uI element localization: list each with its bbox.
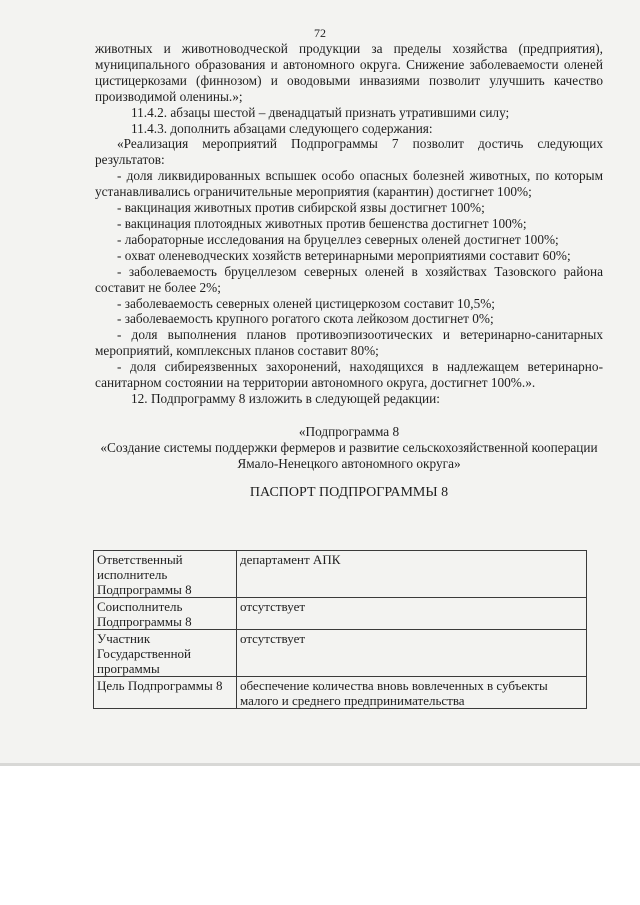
result-list-item: - доля сибиреязвенных захоронений, находящихся в надлежащем ветеринарно-санитарном состоянии на территории автономного округа, достигнет 100%.». xyxy=(95,359,603,391)
passport-value: отсутствует xyxy=(237,630,587,677)
passport-title: ПАСПОРТ ПОДПРОГРАММЫ 8 xyxy=(249,484,449,500)
paragraph-item-11-4-2: 11.4.2. абзацы шестой – двенадцатый признать утратившими силу; xyxy=(131,104,510,120)
table-row xyxy=(94,598,587,630)
table-row xyxy=(94,677,587,709)
paragraph-intro: животных и животноводческой продукции за пределы хозяйства (предприятия), муниципального образования и автономного округа. Снижение заболеваемости оленей цистицеркозами (финнозом) и оводовыми инвазиями позволит улучшить качество производимой оленины.»; xyxy=(95,41,603,104)
table-row xyxy=(94,551,587,598)
result-list-item: - лабораторные исследования на бруцеллез северных оленей достигнет 100%; xyxy=(117,231,559,247)
passport-table xyxy=(93,550,587,709)
paragraph-item-12: 12. Подпрограмму 8 изложить в следующей редакции: xyxy=(131,390,440,406)
result-list-item: - заболеваемость крупного рогатого скота лейкозом достигнет 0%; xyxy=(117,311,494,327)
result-list-item: - вакцинация животных против сибирской язвы достигнет 100%; xyxy=(117,200,485,216)
result-list-item: - заболеваемость северных оленей цистицеркозом составит 10,5%; xyxy=(117,295,495,311)
result-list-item: - вакцинация плотоядных животных против бешенства достигнет 100%; xyxy=(117,215,527,231)
passport-value: обеспечение количества вновь вовлеченных в субъекты малого и среднего предпринимательства xyxy=(237,677,587,709)
result-list-item: - доля ликвидированных вспышек особо опасных болезней животных, по которым устанавливались ограничительные мероприятия (карантин) достигнет 100%; xyxy=(95,168,603,200)
document-body xyxy=(95,41,603,500)
passport-label: Цель Подпрограммы 8 xyxy=(94,677,237,709)
result-list-item: - доля выполнения планов противоэпизоотических и ветеринарно-санитарных мероприятий, комплексных планов составит 80%; xyxy=(95,327,603,359)
subprogram-subtitle: «Создание системы поддержки фермеров и развитие сельскохозяйственной кооперации Ямало-Ненецкого автономного округа» xyxy=(100,439,598,471)
page-number: 72 xyxy=(314,26,326,40)
passport-label: Участник Государственной программы xyxy=(94,630,237,677)
result-list-item: - охват оленеводческих хозяйств ветеринарными мероприятиями составит 60%; xyxy=(117,247,571,263)
passport-value: департамент АПК xyxy=(237,551,587,598)
table-row xyxy=(94,630,587,677)
paragraph-results-intro: «Реализация мероприятий Подпрограммы 7 позволит достичь следующих результатов: xyxy=(95,136,603,168)
subprogram-heading: «Подпрограмма 8 xyxy=(298,423,400,439)
passport-label: Соисполнитель Подпрограммы 8 xyxy=(94,598,237,630)
paragraph-item-11-4-3: 11.4.3. дополнить абзацами следующего содержания: xyxy=(131,120,433,136)
passport-value: отсутствует xyxy=(237,598,587,630)
result-list-item: - заболеваемость бруцеллезом северных оленей в хозяйствах Тазовского района составит не более 2%; xyxy=(95,263,603,295)
passport-label: Ответственный исполнитель Подпрограммы 8 xyxy=(94,551,237,598)
